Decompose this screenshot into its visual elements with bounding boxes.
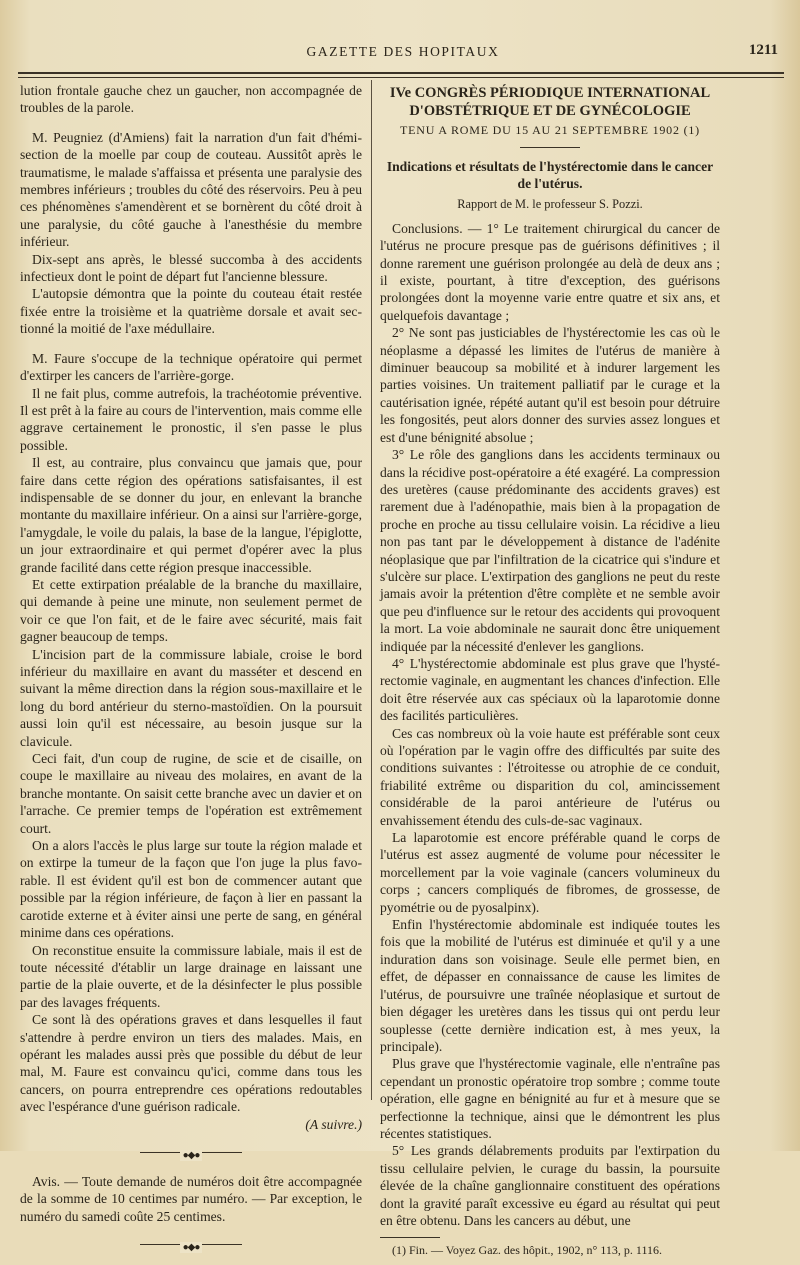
footnote: (1) Fin. — Voyez Gaz. des hôpit., 1902, n° 113, p. 1116. [392, 1243, 662, 1258]
paragraph: lution frontale gauche chez un gaucher, non accompagnée de troubles de la parole. [20, 83, 362, 116]
paragraph: 3° Le rôle des ganglions dans les accidents terminaux ou dans la récidive post-opératoire a été exagéré. La compression des uretères (cause prédominante des accidents graves) est rarement due à l'adénopathie, mais bien à la propagation de proche en proche au tissu cellulaire voisin. La récidive a lieu non pas tant par le développement à distance de l'adénite néoplasique que par l'infiltration de la cicatrice qui s'indure et s'ulcère sur place. L'extirpation des ganglions ne peut du reste jamais avoir la prétention d'être complète et ne semble avoir que peu d'influence sur le retour des accidents qui provoquent la mort. La voie abdominale ne saurait donc être uniquement indiquée par la nécessité d'enlever les ganglions. [380, 447, 720, 654]
paragraph: L'autopsie démontra que la pointe du couteau était restée fixée entre la troisième et la quatrième dorsale et avait sectionné la moitié de l'axe médullaire. [20, 286, 362, 337]
paragraph: On reconstitue ensuite la commissure labiale, mais il est de toute nécessité d'établir un large drainage en laissant une partie de la plaie ouverte, et de la désinfecter le plus possible par des lavages fréquents. [20, 942, 362, 1010]
congress-title-line: D'OBSTÉTRIQUE ET DE GYNÉCOLOGIE [409, 103, 691, 119]
paragraph: Plus grave que l'hystérectomie vaginale, elle n'entraîne pas cependant un pronostic opératoire trop sombre ; comme toute opération, elle gagne en bénignité au fur et à mesure que se perfectionne la technique, ainsi que le démontrent les plus récentes statistiques. [380, 1056, 720, 1141]
paragraph: M. Faure s'occupe de la technique opératoire qui permet d'extirper les cancers de l'arrière-gorge. [20, 350, 362, 384]
journal-title: GAZETTE DES HOPITAUX [306, 44, 500, 59]
report-author: Rapport de M. le professeur S. Pozzi. [457, 197, 643, 212]
left-column [20, 82, 362, 1265]
footnote-rule [380, 1237, 440, 1238]
paragraph: Il est, au contraire, plus convaincu que jamais que, pour faire dans cette région des opérations satisfaisantes, il est indispensable de se donner du jour, en enlevant la branche montante du maxillaire inférieur. On a ainsi sur l'arrière-gorge, l'amygdale, le voile du palais, la base de la langue, l'épiglotte, un jour extraordinaire et qui permet d'opérer avec la plus grande facilité dans cette région presque inaccessible. [20, 455, 362, 575]
paragraph: La laparotomie est encore préférable quand le corps de l'utérus est assez augmenté de volume pour nécessiter le morcellement par la voie vaginale (cancers volumineux du corps ; cancers compliqués de fibromes, de grossesse, de pyométrie ou de pyosalpinx). [380, 830, 720, 915]
paragraph: Il ne fait plus, comme autrefois, la trachéotomie préventive. Il est prêt à la faire au cours de l'intervention, mais comme elle aggrave certainement le pronostic, il s'en passe le plus possible. [20, 385, 362, 453]
page-number: 1211 [748, 42, 778, 58]
congress-title-line: IVe CONGRÈS PÉRIODIQUE INTERNATIONAL [389, 85, 711, 101]
congress-subtitle: TENU A ROME DU 15 AU 21 SEPTEMBRE 1902 (1) [400, 123, 700, 137]
paragraph: Dix-sept ans après, le blessé succomba à des accidents infectieux dont le point de départ fut l'ancienne blessure. [20, 251, 362, 285]
congress-title [380, 84, 720, 120]
ornament-divider: ●◆● [20, 1147, 362, 1157]
paragraph: Ces cas nombreux où la voie haute est préférable sont ceux où l'opération par le vagin offre des difficultés par suite des conditions suivantes : l'étroitesse ou atrophie de ce conduit, friabilité extrême ou disparition du col, amincissement considérable de la paroi antérieure de l'utérus ou envahissement étendu des culs-de-sac vaginaux. [380, 725, 720, 828]
to-be-continued: (A suivre.) [305, 1116, 362, 1132]
paragraph: 4° L'hystérectomie abdominale est plus grave que l'hystérectomie vaginale, en augmentant les chances d'infection. Elle doit être réservée aux cas spéciaux où la laparotomie donne des facilités particulières. [380, 655, 720, 724]
paragraph: 5° Les grands délabrements produits par l'extirpation du tissu cellulaire pelvien, le curage du bassin, la poursuite élevée de la chaîne ganglionnaire constituent des opérations dont la gravité paraît excessive eu égard au résultat qui peut en être obtenu. Dans les cancers au début, une [380, 1143, 720, 1228]
column-divider [371, 80, 372, 1100]
paragraph: L'incision part de la commissure labiale, croise le bord inférieur du maxillaire en avant du masséter et descend en suivant la même direction dans la région sous-maxillaire et le long du bord antérieur du sterno-mastoïdien. On la poursuit aussi loin qu'il est nécessaire, au besoin jusque sur la clavicule. [20, 646, 362, 749]
page-header [20, 40, 786, 66]
paragraph: Et cette extirpation préalable de la branche du maxillaire, qui demande à peine une minute, non seulement permet de voir ce que l'on fait, et de le faire avec sécurité, mais fait gagner beaucoup de temps. [20, 576, 362, 645]
ornament-divider: ●◆● [20, 1239, 362, 1249]
paragraph: 2° Ne sont pas justiciables de l'hystérectomie les cas où le néoplasme a dépassé les limites de l'utérus de manière à diminuer beaucoup sa mobilité et à indurer largement les parties voisines. Un traitement palliatif par le curage et la cautérisation ignée, répété autant qu'il est besoin pour détruire les fongosités, peut alors donner des survies assez longues et est d'une bénignité absolue ; [380, 325, 720, 445]
paragraph: On a alors l'accès le plus large sur toute la région malade et on extirpe la tumeur de la façon que l'on juge la plus favorable. Il est évident qu'il est bon de commencer autant que possible par la région inférieure, de façon à lier en passant la carotide externe et à éviter ainsi une perte de sang, en général minime dans ces opérations. [20, 838, 362, 941]
section-rule [520, 147, 580, 148]
report-title: Indications et résultats de l'hystérectomie dans le cancer de l'utérus. [386, 159, 714, 192]
paragraph: Conclusions. — 1° Le traitement chirurgical du cancer de l'utérus ne procure presque pas de guérisons définitives ; il donne rarement une guérison prolongée au delà de deux ans ; il existe, pourtant, à titre d'exception, des guérisons prolongées dont la moyenne varie entre quatre et six ans, et quelquefois davantage ; [380, 220, 720, 323]
paragraph: Enfin l'hystérectomie abdominale est indiquée toutes les fois que la mobilité de l'utérus est diminuée et qu'il y a une induration dans son voisinage. Seule elle permet bien, en effet, de dépasser en connaissance de cause les limites de l'utérus, de poursuivre une traînée néoplasique et surtout de bien dégager les uretères dans les tissus qui ont perdu leur souplesse (cette dernière indication est, à mes yeux, la principale). [380, 917, 720, 1054]
notice: Avis. — Toute demande de numéros doit être accompagnée de la somme de 10 centimes par numéro. — Par exception, le numéro du samedi coûte 25 centimes. [20, 1173, 362, 1224]
right-column [380, 82, 720, 1257]
paragraph: M. Peugniez (d'Amiens) fait la narration d'un fait d'hémisection de la moelle par coup de couteau. Aussitôt après le traumatisme, le malade s'affaissa et présenta une paralysie des membres inférieurs ; troubles du côté des réservoirs. Peu à peu ces phénomènes s'amendèrent et se bornèrent du côté droit à une paralysie, du côté gauche à l'anesthésie du membre inférieur. [20, 129, 362, 250]
paragraph: Ce sont là des opérations graves et dans lesquelles il faut s'attendre à perdre environ un tiers des malades. Mais, en opérant les malades aussi près que possible du début de leur mal, M. Faure est convaincu qu'ici, comme dans tous les cancers, on pourra entreprendre ces opérations redoutables avec l'espérance d'une guérison radicale. [20, 1012, 362, 1115]
paragraph: Ceci fait, d'un coup de rugine, de scie et de cisaille, on coupe le maxillaire au niveau des molaires, en avant de la branche montante. On saisit cette branche avec un davier et on l'arrache. Ce premier temps de l'opération est extrêmement court. [20, 751, 362, 836]
header-rule [18, 72, 784, 78]
